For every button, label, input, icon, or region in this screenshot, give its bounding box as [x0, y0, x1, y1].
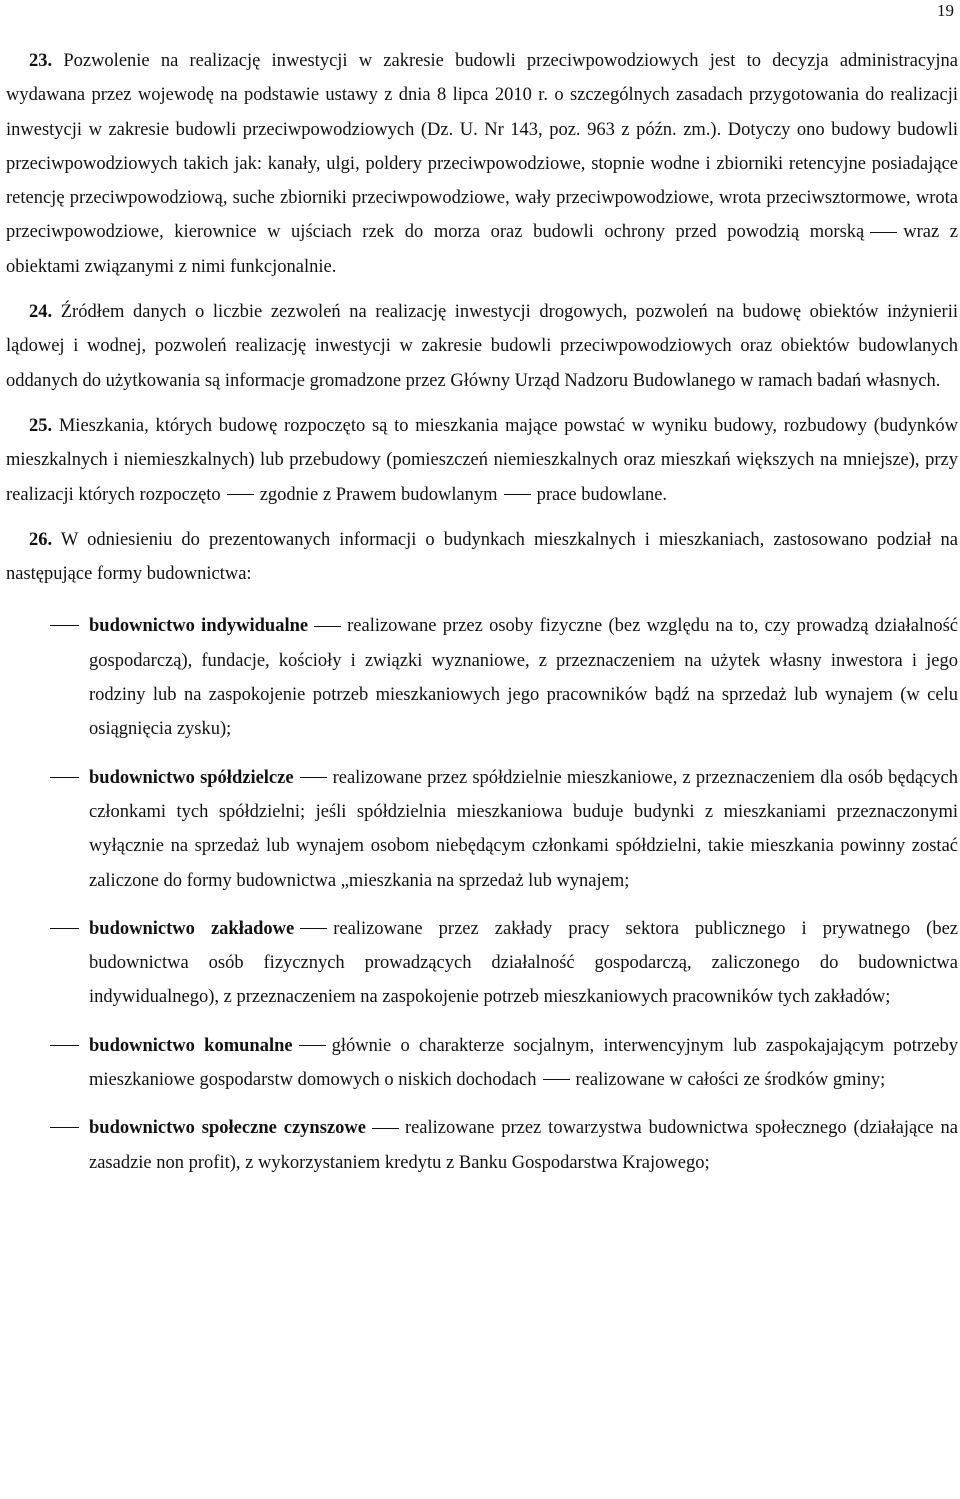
- form-description-continued: realizowane w całości ze środków gminy;: [575, 1070, 886, 1091]
- paragraph-25: [6, 409, 958, 512]
- list-dash: [50, 1045, 79, 1046]
- document-body: [6, 44, 958, 1180]
- list-item-spoleczne-czynszowe: [6, 1111, 958, 1180]
- form-description: realizowane przez osoby fizyczne (bez względu na to, czy prowadzą działalność gospodarczą), fundacje, kościoły i związki wyznaniowe, z przeznaczeniem na użytek własny inwestora i jego rodziny lub na zaspokojenie potrzeb mieszkaniowych jego pracowników bądź na sprzedaż lub wynajem (w celu osiągnięcia zysku);: [89, 616, 958, 740]
- paragraph-23: [6, 44, 958, 284]
- form-term: budownictwo indywidualne: [89, 616, 309, 637]
- list-dash: [50, 1127, 79, 1128]
- form-description: realizowane przez spółdzielnie mieszkaniowe, z przeznaczeniem dla osób będących członkami tych spółdzielni; jeśli spółdzielnia mieszkaniowa buduje budynki z mieszkaniami przeznaczonymi wyłącznie na sprzedaż lub wynajem osobom niebędącym członkami spółdzielni, takie mieszkania powinny zostać zaliczone do formy budownictwa „mieszkania na sprzedaż lub wynajem;: [89, 767, 959, 891]
- paragraph-number: 26.: [29, 529, 53, 550]
- form-term: budownictwo spółdzielcze: [89, 767, 294, 788]
- form-term: budownictwo komunalne: [89, 1035, 293, 1056]
- list-dash: [50, 928, 79, 929]
- em-dash: [299, 1045, 326, 1046]
- em-dash: [300, 777, 327, 778]
- list-item-komunalne: [6, 1029, 958, 1098]
- em-dash: [543, 1079, 570, 1080]
- paragraph-number: 24.: [29, 302, 53, 323]
- paragraph-text: Mieszkania, których budowę rozpoczęto są to mieszkania mające powstać w wyniku budowy, rozbudowy (budynków mieszkalnych i niemieszkalnych) lub przebudowy (pomieszczeń niemieszkalnych oraz mieszkań większych na mniejsze), przy realizacji których rozpoczęto: [6, 415, 958, 505]
- form-description: realizowane przez zakłady pracy sektora publicznego i prywatnego (bez budownictwa osób fizycznych prowadzących działalność gospodarczą, zaliczonego do budownictwa indywidualnego), z przeznaczeniem na zaspokojenie potrzeb mieszkaniowych pracowników tych zakładów;: [89, 918, 958, 1008]
- em-dash: [314, 626, 341, 627]
- em-dash: [372, 1128, 399, 1129]
- list-item-zakladowe: [6, 912, 958, 1015]
- em-dash: [870, 232, 897, 233]
- list-item-spoldzielcze: [6, 761, 958, 898]
- paragraph-number: 23.: [29, 51, 53, 71]
- em-dash: [504, 494, 531, 495]
- list-dash: [50, 777, 79, 778]
- em-dash: [227, 494, 254, 495]
- form-description: realizowane przez towarzystwa budownictwa społecznego (działające na zasadzie non profit), z wykorzystaniem kredytu z Banku Gospodarstwa Krajowego;: [89, 1118, 959, 1173]
- construction-forms-list: [6, 609, 958, 1179]
- list-dash: [50, 625, 79, 626]
- paragraph-text-end: prace budowlane.: [536, 484, 668, 505]
- paragraph-26: [6, 523, 958, 592]
- em-dash: [300, 928, 327, 929]
- list-item-indywidualne: [6, 609, 958, 746]
- paragraph-number: 25.: [29, 415, 53, 436]
- paragraph-text: Źródłem danych o liczbie zezwoleń na realizację inwestycji drogowych, pozwoleń na budowę obiektów inżynierii lądowej i wodnej, pozwoleń realizację inwestycji w zakresie budowli przeciwpowodziowych oraz obiektów budowlanych oddanych do użytkowania są informacje gromadzone przez Główny Urząd Nadzoru Budowlanego w ramach badań własnych.: [6, 302, 958, 391]
- paragraph-text-continued: zgodnie z Prawem budowlanym: [259, 484, 498, 505]
- form-term: budownictwo społeczne czynszowe: [89, 1118, 366, 1139]
- paragraph-text-continued: wraz z obiektami związanymi z nimi funkcjonalnie.: [6, 222, 958, 277]
- form-term: budownictwo zakładowe: [89, 918, 295, 939]
- paragraph-text: Pozwolenie na realizację inwestycji w zakresie budowli przeciwpowodziowych jest to decyzja administracyjna wydawana przez wojewodę na podstawie ustawy z dnia 8 lipca 2010 r. o szczególnych zasadach przygotowania do realizacji inwestycji w zakresie budowli przeciwpowodziowych (Dz. U. Nr 143, poz. 963 z późn. zm.). Dotyczy ono budowy budowli przeciwpowodziowych takich jak: kanały, ulgi, poldery przeciwpowodziowe, stopnie wodne i zbiorniki retencyjne posiadające retencję przeciwpowodziową, suche zbiorniki przeciwpowodziowe, wały przeciwpowodziowe, wrota przeciwsztormowe, wrota przeciwpowodziowe, kierownice w ujściach rzek do morza oraz budowli ochrony przed powodzią morską: [6, 51, 958, 243]
- paragraph-text: W odniesieniu do prezentowanych informacji o budynkach mieszkalnych i mieszkaniach, zastosowano podział na następujące formy budownictwa:: [6, 529, 958, 585]
- form-description: głównie o charakterze socjalnym, interwencyjnym lub zaspokajającym potrzeby mieszkaniowe gospodarstw domowych o niskich dochodach: [89, 1035, 958, 1091]
- paragraph-24: [6, 295, 958, 398]
- page-number: 19: [937, 1, 954, 20]
